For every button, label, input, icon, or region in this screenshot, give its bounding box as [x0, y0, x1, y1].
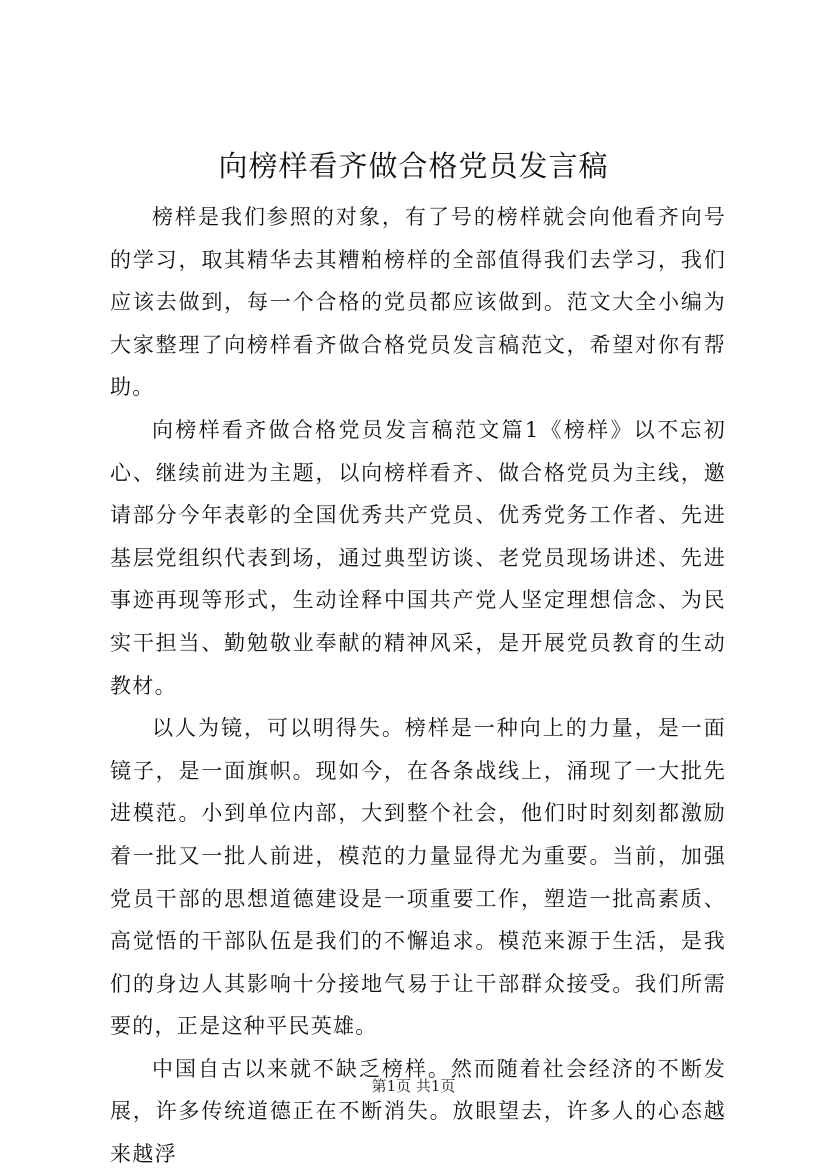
paragraph-4: 中国自古以来就不缺乏榜样。然而随着社会经济的不断发展，许多传统道德正在不断消失。放眼望去，许多人的心态越来越浮 — [110, 1056, 726, 1167]
document-title: 向榜样看齐做合格党员发言稿 — [218, 149, 609, 183]
document-body — [110, 196, 726, 1176]
paragraph-2: 向榜样看齐做合格党员发言稿范文篇1《榜样》以不忘初心、继续前进为主题，以向榜样看齐、做合格党员为主线，邀请部分今年表彰的全国优秀共产党员、优秀党务工作者、先进基层党组织代表到场，通过典型访谈、老党员现场讲述、先进事迹再现等形式，生动诠释中国共产党人坚定理想信念、为民实干担当、勤勉敬业奉献的精神风采，是开展党员教育的生动教材。 — [110, 417, 726, 698]
page-footer: 第1页 共1页 — [371, 1077, 456, 1095]
paragraph-3: 以人为镜，可以明得失。榜样是一种向上的力量，是一面镜子，是一面旗帜。现如今，在各条战线上，涌现了一大批先进模范。小到单位内部，大到整个社会，他们时时刻刻都激励着一批又一批人前进，模范的力量显得尤为重要。当前，加强党员干部的思想道德建设是一项重要工作，塑造一批高素质、高觉悟的干部队伍是我们的不懈追求。模范来源于生活，是我们的身边人其影响十分接地气易于让干部群众接受。我们所需要的，正是这种平民英雄。 — [110, 716, 726, 1039]
paragraph-1: 榜样是我们参照的对象，有了号的榜样就会向他看齐向号的学习，取其精华去其糟粕榜样的全部值得我们去学习，我们应该去做到，每一个合格的党员都应该做到。范文大全小编为大家整理了向榜样看齐做合格党员发言稿范文，希望对你有帮助。 — [110, 205, 726, 400]
